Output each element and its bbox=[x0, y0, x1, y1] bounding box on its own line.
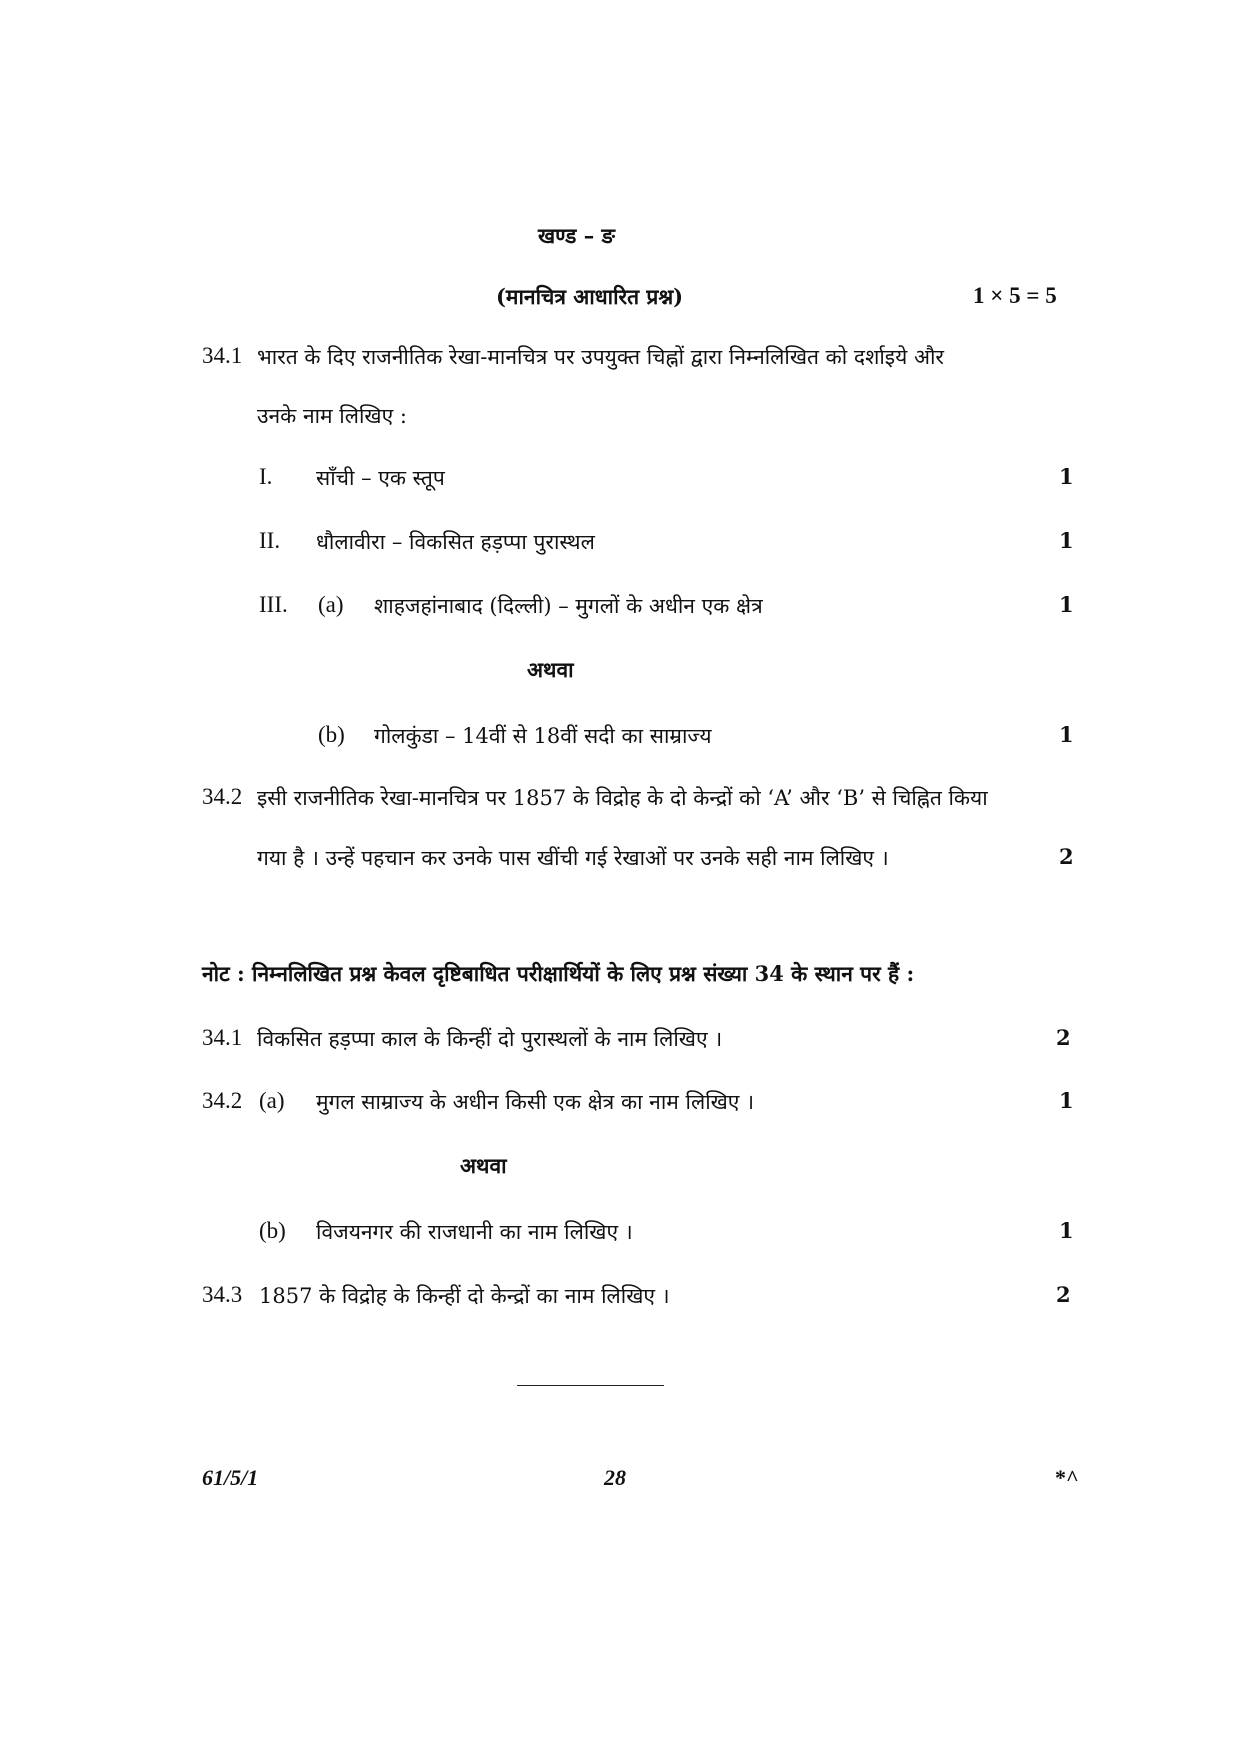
question-text: उनके नाम लिखिए : bbox=[257, 404, 407, 428]
question-number: 34.2 bbox=[202, 1088, 243, 1113]
question-number: 34.3 bbox=[202, 1282, 243, 1307]
item-text: धौलावीरा – विकसित हड़प्पा पुरास्थल bbox=[316, 530, 595, 554]
question-text: गया है । उन्हें पहचान कर उनके पास खींची गई रेखाओं पर उनके सही नाम लिखिए । bbox=[257, 846, 889, 870]
question-number: 34.2 bbox=[202, 784, 243, 809]
sub-label: (a) bbox=[318, 592, 344, 617]
sub-label: (a) bbox=[259, 1088, 285, 1113]
question-text: भारत के दिए राजनीतिक रेखा-मानचित्र पर उपयुक्त चिह्नों द्वारा निम्नलिखित को दर्शाइये और bbox=[257, 345, 945, 369]
question-marks: 1 bbox=[1059, 1218, 1074, 1243]
question-marks: 2 bbox=[1059, 844, 1074, 869]
question-text: विजयनगर की राजधानी का नाम लिखिए । bbox=[316, 1220, 633, 1244]
section-marks: 1 × 5 = 5 bbox=[973, 283, 1057, 308]
end-rule bbox=[517, 1385, 664, 1386]
item-marks: 1 bbox=[1059, 528, 1074, 553]
question-number: 34.1 bbox=[202, 1025, 243, 1050]
footer-mark: *^ bbox=[1055, 1465, 1079, 1490]
item-label: I. bbox=[259, 464, 273, 489]
item-text: गोलकुंडा – 14वीं से 18वीं सदी का साम्राज्य bbox=[374, 724, 712, 748]
section-title: खण्ड – ङ bbox=[538, 223, 615, 248]
item-marks: 1 bbox=[1059, 464, 1074, 489]
item-label: II. bbox=[259, 528, 281, 553]
item-marks: 1 bbox=[1059, 722, 1074, 747]
or-separator: अथवा bbox=[460, 1153, 507, 1178]
question-marks: 2 bbox=[1056, 1282, 1071, 1307]
section-subtitle: (मानचित्र आधारित प्रश्न) bbox=[496, 284, 684, 309]
question-text: 1857 के विद्रोह के किन्हीं दो केन्द्रों का नाम लिखिए । bbox=[259, 1284, 670, 1308]
question-text: मुगल साम्राज्य के अधीन किसी एक क्षेत्र का नाम लिखिए । bbox=[316, 1090, 755, 1114]
question-text: इसी राजनीतिक रेखा-मानचित्र पर 1857 के विद्रोह के दो केन्द्रों को ‘A’ और ‘B’ से चिह्नित किया bbox=[257, 786, 988, 810]
page-number: 28 bbox=[604, 1465, 626, 1490]
sub-label: (b) bbox=[259, 1218, 286, 1243]
question-marks: 1 bbox=[1059, 1088, 1074, 1113]
item-marks: 1 bbox=[1059, 592, 1074, 617]
question-text: विकसित हड़प्पा काल के किन्हीं दो पुरास्थलों के नाम लिखिए । bbox=[257, 1027, 723, 1051]
item-label: III. bbox=[259, 592, 288, 617]
item-text: शाहजहांनाबाद (दिल्ली) – मुगलों के अधीन एक क्षेत्र bbox=[374, 594, 763, 618]
sub-label: (b) bbox=[318, 722, 345, 747]
question-marks: 2 bbox=[1056, 1025, 1071, 1050]
note-text: नोट : निम्नलिखित प्रश्न केवल दृष्टिबाधित परीक्षार्थियों के लिए प्रश्न संख्या 34 के स्थान पर हैं : bbox=[202, 961, 915, 986]
paper-code: 61/5/1 bbox=[202, 1465, 259, 1490]
or-separator: अथवा bbox=[527, 657, 574, 682]
item-text: साँची – एक स्तूप bbox=[316, 466, 445, 490]
question-number: 34.1 bbox=[202, 343, 243, 368]
